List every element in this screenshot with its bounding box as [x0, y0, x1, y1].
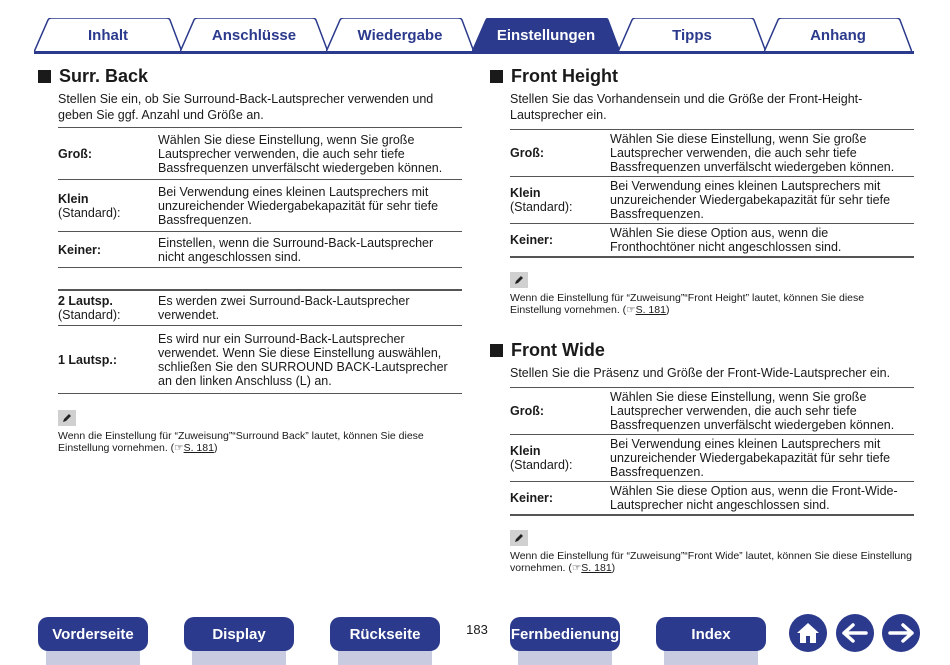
spacer-cell	[58, 268, 462, 290]
home-icon	[795, 621, 821, 645]
section-surr-back	[38, 64, 462, 454]
tab-label: Inhalt	[88, 26, 128, 44]
tab-label: Einstellungen	[496, 26, 596, 44]
option-key	[510, 130, 610, 177]
section-title-text: Front Wide	[511, 339, 605, 360]
option-value: Bei Verwendung eines kleinen Lautsprechers mit unzureichender Wiedergabekapazität für sehr tiefe Bassfrequenzen.	[610, 177, 914, 224]
button-shadow	[518, 651, 612, 665]
option-key	[58, 128, 158, 180]
note-text: Wenn die Einstellung für “Zuweisung”“Front Height” lautet, können Sie diese Einstellung vornehmen. (☞S. 181)	[510, 292, 865, 316]
option-standard: (Standard):	[510, 458, 573, 472]
section-title-text: Front Height	[511, 65, 618, 86]
hand-pointer-icon: ☞	[174, 442, 184, 454]
tab-anhang[interactable]	[764, 18, 912, 52]
table-spacer	[58, 268, 462, 290]
display-button[interactable]: Display	[184, 617, 294, 651]
option-value: Wählen Sie diese Option aus, wenn die Fronthochtöner nicht angeschlossen sind.	[610, 224, 914, 258]
note	[510, 530, 914, 574]
option-key-text: Groß:	[510, 404, 545, 418]
pencil-icon	[58, 410, 76, 426]
home-button[interactable]	[789, 614, 827, 652]
table-row	[58, 290, 462, 326]
section-title	[38, 64, 462, 88]
table-row	[510, 177, 914, 224]
note-text: Wenn die Einstellung für “Zuweisung”“Surround Back” lautet, können Sie diese Einstellung vornehmen. (☞S. 181)	[58, 430, 424, 454]
tab-einstellungen[interactable]	[472, 18, 620, 52]
square-bullet-icon	[490, 70, 503, 83]
forward-button[interactable]	[882, 614, 920, 652]
section-front-wide	[490, 338, 914, 574]
options-table	[510, 129, 914, 258]
option-key-text: Keiner:	[510, 233, 554, 247]
page-number: 183	[466, 622, 488, 637]
option-key-text: Klein	[510, 186, 541, 200]
tab-label: Anhang	[810, 26, 866, 44]
option-value: Wählen Sie diese Einstellung, wenn Sie große Lautsprecher verwenden, die auch sehr tiefe Bassfrequenzen unverfälscht wiedergeben können.	[158, 128, 462, 180]
table-row	[58, 232, 462, 268]
table-row	[58, 128, 462, 180]
option-key	[510, 388, 610, 435]
option-key-text: 2 Lautsp.	[58, 293, 113, 308]
section-description: Stellen Sie das Vorhandensein und die Größe der Front-Height-Lautsprecher ein.	[510, 92, 863, 122]
remote-control-button[interactable]: Fernbedienung	[510, 617, 620, 651]
arrow-right-icon	[888, 622, 914, 644]
note-body: Wenn die Einstellung für “Zuweisung”“Surround Back” lautet, können Sie diese Einstellung vornehmen.	[58, 430, 424, 454]
arrow-left-icon	[842, 622, 868, 644]
page-reference-link[interactable]: S. 181	[581, 562, 612, 574]
section-title-text: Surr. Back	[59, 65, 149, 86]
page-reference-link[interactable]: S. 181	[635, 304, 666, 316]
option-key-text: Groß:	[58, 146, 93, 161]
option-key	[58, 232, 158, 268]
option-standard: (Standard):	[58, 307, 121, 322]
tab-anschluesse[interactable]	[180, 18, 328, 52]
option-value: Bei Verwendung eines kleinen Lautsprechers mit unzureichender Wiedergabekapazität für sehr tiefe Bassfrequenzen.	[158, 180, 462, 232]
option-value: Wählen Sie diese Option aus, wenn die Front-Wide-Lautsprecher nicht angeschlossen sind.	[610, 482, 914, 516]
section-description: Stellen Sie ein, ob Sie Surround-Back-Lautsprecher verwenden und geben Sie ggf. Anzahl und Größe an.	[58, 92, 434, 122]
tab-wiedergabe[interactable]	[326, 18, 474, 52]
option-value: Es wird nur ein Surround-Back-Lautsprecher verwendet. Wenn Sie diese Einstellung auswählen, schließen Sie den SURROUND BACK-Lautsprecher an den linken Anschluss (L) an.	[158, 326, 462, 394]
index-button[interactable]: Index	[656, 617, 766, 651]
option-standard: (Standard):	[510, 200, 573, 214]
table-row	[58, 180, 462, 232]
hand-pointer-icon: ☞	[626, 304, 636, 316]
tab-bar	[34, 18, 914, 52]
option-value: Bei Verwendung eines kleinen Lautsprechers mit unzureichender Wiedergabekapazität für sehr tiefe Bassfrequenzen.	[610, 435, 914, 482]
table-row	[510, 388, 914, 435]
pencil-icon	[510, 530, 528, 546]
note	[510, 272, 914, 316]
note	[58, 410, 462, 454]
button-shadow	[192, 651, 286, 665]
tab-underline	[34, 51, 914, 54]
page-reference-link[interactable]: S. 181	[183, 442, 214, 454]
section-title	[490, 338, 914, 362]
option-key	[510, 435, 610, 482]
rear-panel-button[interactable]: Rückseite	[330, 617, 440, 651]
button-shadow	[664, 651, 758, 665]
option-standard: (Standard):	[58, 205, 121, 220]
section-front-height	[490, 64, 914, 574]
options-table	[510, 387, 914, 516]
tab-label: Tipps	[672, 26, 712, 44]
front-panel-button[interactable]: Vorderseite	[38, 617, 148, 651]
note-body: Wenn die Einstellung für “Zuweisung”“Front Wide” lautet, können Sie diese Einstellung vornehmen.	[510, 550, 912, 574]
option-key	[58, 180, 158, 232]
option-key	[510, 224, 610, 258]
tab-label: Anschlüsse	[211, 26, 297, 44]
back-button[interactable]	[836, 614, 874, 652]
pencil-icon	[510, 272, 528, 288]
square-bullet-icon	[38, 70, 51, 83]
button-shadow	[46, 651, 140, 665]
square-bullet-icon	[490, 344, 503, 357]
option-value: Einstellen, wenn die Surround-Back-Lautsprecher nicht angeschlossen sind.	[158, 232, 462, 268]
option-key	[510, 482, 610, 516]
option-key	[58, 326, 158, 394]
tab-inhalt[interactable]	[34, 18, 182, 52]
tab-label: Wiedergabe	[357, 26, 443, 44]
option-value: Wählen Sie diese Einstellung, wenn Sie große Lautsprecher verwenden, die auch sehr tiefe Bassfrequenzen unverfälscht wiedergeben können.	[610, 130, 914, 177]
option-key-text: Klein	[58, 191, 89, 206]
table-row	[58, 326, 462, 394]
section-description: Stellen Sie die Präsenz und Größe der Front-Wide-Lautsprecher ein.	[510, 366, 891, 380]
option-key	[510, 177, 610, 224]
option-key-text: 1 Lautsp.:	[58, 352, 118, 367]
table-row	[510, 224, 914, 258]
tab-tipps[interactable]	[618, 18, 766, 52]
option-key-text: Keiner:	[510, 491, 554, 505]
note-text: Wenn die Einstellung für “Zuweisung”“Front Wide” lautet, können Sie diese Einstellung vornehmen. (☞S. 181)	[510, 550, 912, 574]
table-row	[510, 482, 914, 516]
note-body: Wenn die Einstellung für “Zuweisung”“Front Height” lautet, können Sie diese Einstellung vornehmen.	[510, 292, 865, 316]
table-row	[510, 435, 914, 482]
options-table	[58, 127, 462, 394]
option-value: Wählen Sie diese Einstellung, wenn Sie große Lautsprecher verwenden, die auch sehr tiefe Bassfrequenzen unverfälscht wiedergeben können.	[610, 388, 914, 435]
hand-pointer-icon: ☞	[571, 562, 582, 574]
section-title	[490, 64, 914, 88]
option-key-text: Groß:	[510, 146, 545, 160]
option-value: Es werden zwei Surround-Back-Lautsprecher verwendet.	[158, 290, 462, 326]
button-shadow	[338, 651, 432, 665]
table-row	[510, 130, 914, 177]
option-key	[58, 290, 158, 326]
option-key-text: Klein	[510, 444, 541, 458]
option-key-text: Keiner:	[58, 242, 102, 257]
